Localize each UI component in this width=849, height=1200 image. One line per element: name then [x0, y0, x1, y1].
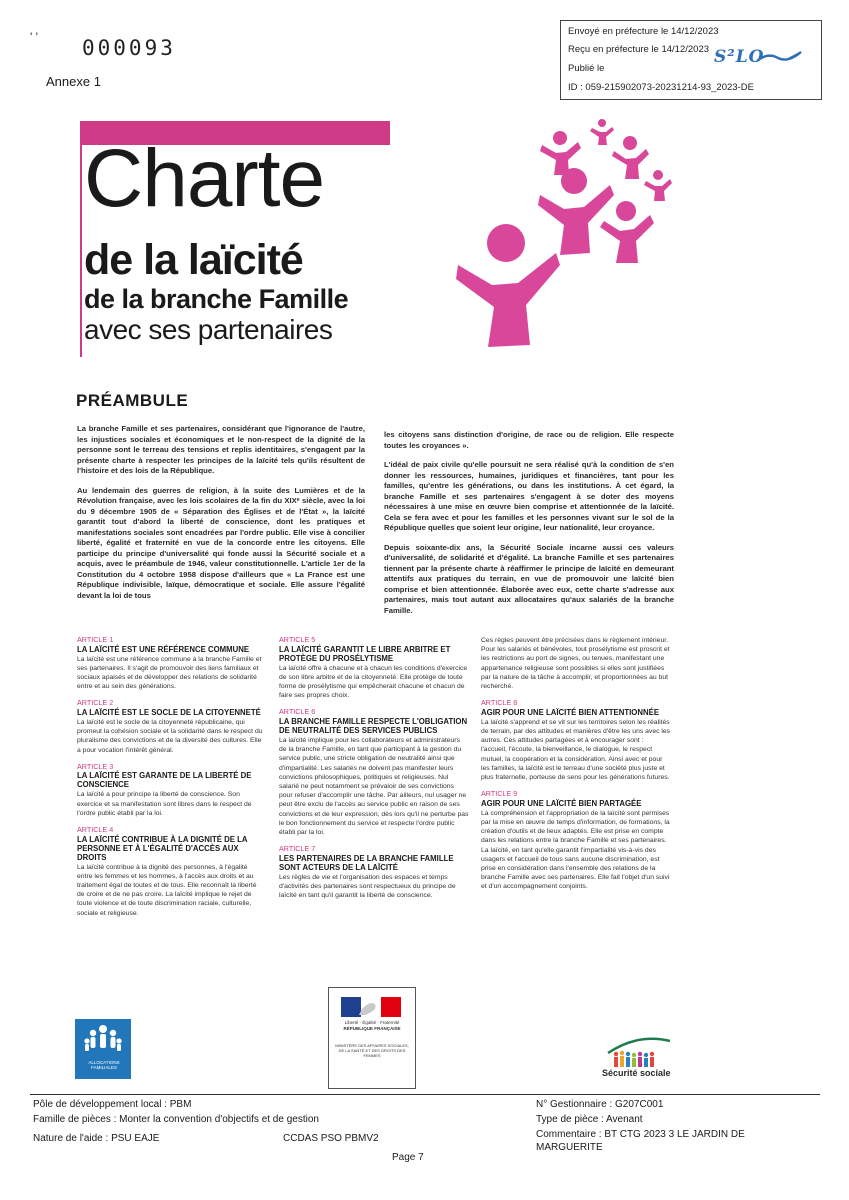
article-number: ARTICLE 9: [481, 789, 518, 799]
articles-column-3: [481, 636, 671, 900]
title-charte: Charte: [84, 133, 325, 224]
article-2: [77, 699, 263, 754]
caf-family-icon: [75, 1019, 131, 1059]
preamble-paragraph: L'idéal de paix civile qu'elle poursuit ne sera réalisé qu'à la condition de s'en donner les ressources, humaines, juridiques et financières, tant pour les familles, qu'entre les générations, ou dans les institutions. À cet égard, la branche Famille et ses partenaires s'engagent à se doter des moyens nécessaires à une mise en œuvre bien comprise et attentionnée de la laïcité. Cela se fera avec et pour les familles et les personnes vivant sur le sol de la République quelles que soient leur origine, leur nationalité, leur croyance.: [384, 460, 674, 532]
article-number: ARTICLE 2: [77, 698, 114, 708]
article-number: ARTICLE 3: [77, 761, 114, 771]
preamble-paragraph: les citoyens sans distinction d'origine, de race ou de religion. Elle respecte toutes les croyances ».: [384, 430, 674, 450]
footer-nature: Nature de l'aide : PSU EAJE: [33, 1133, 160, 1144]
rf-motto: Liberté · Égalité · Fraternité: [344, 1020, 400, 1025]
article-number: ARTICLE 7: [279, 844, 316, 854]
article-body: La laïcité implique pour les collaborateurs et administrateurs de la branche Famille, en tant que participant à la gestion du service public, une stricte obligation de neutralité ainsi que d'impartialité. Les salariés ne doivent pas manifester leurs convictions philosophiques, politiques et religieuses. Nul salarié ne peut notamment se prévaloir de ses convictions pour refuser d'accomplir une tâche. Par ailleurs, nul usager ne peut être exclu de l'accès au service public en raison de ses convictions et de leur expression, dès lors qu'il ne perturbe pas le bon fonctionnement du service et respecte l'ordre public établi par la loi.: [279, 737, 469, 837]
stamp-envoye: Envoyé en préfecture le 14/12/2023: [568, 26, 719, 37]
footer-divider: [30, 1094, 820, 1095]
footer-pole: Pôle de développement local : PBM: [33, 1099, 192, 1110]
annexe-label: Annexe 1: [46, 74, 101, 89]
article-title: LES PARTENAIRES DE LA BRANCHE FAMILLE SONT ACTEURS DE LA LAÏCITÉ: [279, 853, 454, 872]
rf-motto-block: [333, 1020, 411, 1032]
rf-ministry: MINISTÈRE DES AFFAIRES SOCIALES, DE LA SANTÉ ET DES DROITS DES FEMMES: [335, 1043, 409, 1058]
article-number: ARTICLE 1: [77, 635, 114, 644]
stamp-id: ID : 059-215902073-20231214-93_2023-DE: [568, 82, 754, 93]
article-title: LA LAÏCITÉ EST LE SOCLE DE LA CITOYENNETÉ: [77, 708, 261, 717]
articles-column-2: [279, 636, 469, 908]
preamble-paragraph: Depuis soixante-dix ans, la Sécurité Sociale incarne aussi ces valeurs d'universalité, de solidarité et d'égalité. La branche Famille et ses partenaires tiennent par la présente charte à réaffirmer le principe de laïcité en demeurant attentifs aux pratiques du terrain, en vue de promouvoir une laïcité bien comprise et bien attentionnée. Élaborée avec eux, cette charte s'adresse aux partenaires, mais tout autant aux allocataires qu'aux salariés de la branche Famille.: [384, 542, 674, 615]
title-partenaires: avec ses partenaires: [84, 314, 333, 345]
preamble-heading: PRÉAMBULE: [76, 391, 189, 410]
article-title: LA BRANCHE FAMILLE RESPECTE L'OBLIGATION DE NEUTRALITÉ DES SERVICES PUBLICS: [279, 717, 468, 735]
caf-logo: [75, 1019, 131, 1079]
title-branche: de la branche Famille: [84, 284, 349, 314]
article-7: [279, 845, 469, 900]
securite-sociale-label: Sécurité sociale: [602, 1068, 671, 1078]
article-body: Les règles de vie et l'organisation des espaces et temps d'activités des partenaires sont respectueux du principe de laïcité en tant qu'il garantit la liberté de conscience.: [279, 873, 456, 900]
article-4: [77, 826, 263, 918]
articles-column-1: [77, 636, 263, 926]
article-title: LA LAÏCITÉ EST GARANTE DE LA LIBERTÉ DE CONSCIENCE: [77, 771, 252, 790]
article-title: LA LAÏCITÉ GARANTIT LE LIBRE ARBITRE ET PROTÈGE DU PROSÉLYTISME: [279, 644, 451, 663]
article-number: ARTICLE 4: [77, 825, 114, 835]
footer-famille: Famille de pièces : Monter la convention d'objectifs et de gestion: [33, 1114, 319, 1125]
rf-name: RÉPUBLIQUE FRANÇAISE: [343, 1026, 401, 1031]
article-title: AGIR POUR UNE LAÏCITÉ BIEN PARTAGÉE: [481, 798, 642, 808]
preamble-paragraph: La branche Famille et ses partenaires, considérant que l'ignorance de l'autre, les injustices sociales et économiques et le non-respect de la dignité de la personne sont le terreau des tensions et replis identitaires, s'engagent par la présente charte à respecter les principes de la laïcité tels qu'ils résultent de l'histoire et des lois de la République.: [77, 424, 365, 475]
prefecture-stamp: [560, 20, 822, 100]
article-number: ARTICLE 8: [481, 698, 518, 708]
page-number: Page 7: [392, 1152, 424, 1163]
article-body: La laïcité contribue à la dignité des personnes, à l'égalité entre les femmes et les hommes, à l'accès aux droits et au traitement égal de toutes et de tous. Elle reconnaît la liberté de croire et de ne pas croire. La laïcité implique le rejet de toute violence et de toute discrimination raciale, culturelle, sociale et religieuse.: [77, 863, 257, 917]
article-8: [481, 699, 671, 782]
article-body: La laïcité offre à chacune et à chacun les conditions d'exercice de son libre arbitre et de la citoyenneté. Elle protège de toute forme de prosélytisme qui empêcherait chacune et chacun de faire ses propres choix.: [279, 664, 468, 700]
article-7-continued: Ces règles peuvent être précisées dans le règlement intérieur. Pour les salariés et bénévoles, tout prosélytisme est proscrit et les restrictions au port de signes, ou tenues, manifestant une appartenance religieuse sont possibles si elles sont justifiées par la nature de la tâche à accomplir, et proportionnées au but recherché.: [481, 637, 670, 691]
jumping-figures-illustration: [448, 115, 678, 355]
article-body: La compréhension et l'appropriation de la laïcité sont permises par la mise en œuvre de temps d'information, de formations, la création d'outils et de lieux adaptés. Elle est prise en compte dans les relations entre la branche Famille et ses partenaires. La laïcité, en tant qu'elle garantit l'impartialité vis-à-vis des usagers et l'accueil de tous sans aucune discrimination, est prise en considération dans l'ensemble des relations de la branche Famille avec ses partenaires. Elle fait l'objet d'un suivi et d'un accompagnement conjoints.: [481, 809, 670, 891]
article-number: ARTICLE 5: [279, 635, 316, 644]
article-title: LA LAÏCITÉ CONTRIBUE À LA DIGNITÉ DE LA PERSONNE ET À L'ÉGALITÉ D'ACCÈS AUX DROITS: [77, 834, 248, 862]
article-number: ARTICLE 6: [279, 707, 316, 717]
preamble-paragraph: Au lendemain des guerres de religion, à la suite des Lumières et de la Révolution française, avec les lois scolaires de la fin du XIXᵉ siècle, avec la loi du 9 décembre 1905 de « Séparation des Églises et de l'État », la laïcité garantit tout d'abord la liberté de conscience, dont les pratiques et manifestations sociales sont encadrées par l'ordre public. Elle vise à concilier liberté, égalité et fraternité en vue de la concorde entre les citoyens. Elle participe du principe d'universalité qui fonde aussi la Sécurité sociale et a acquis, avec le préambule de 1946, valeur constitutionnelle. L'article 1er de la Constitution du 4 octobre 1958 dispose d'ailleurs que « La France est une République indivisible, laïque, démocratique et sociale. Elle assure l'égalité devant la loi de tous: [77, 485, 365, 600]
article-title: LA LAÏCITÉ EST UNE RÉFÉRENCE COMMUNE: [77, 644, 250, 654]
footer-type: Type de pièce : Avenant: [536, 1114, 643, 1125]
article-1: [77, 636, 263, 691]
slo-swoosh-icon: [756, 50, 802, 64]
article-body: La laïcité s'apprend et se vit sur les territoires selon les réalités de terrain, par des attitudes et manières d'être les uns avec les autres. Ces attitudes partagées et à encourager sont : l'accueil, l'écoute, la bienveillance, le dialogue, le respect mutuel, la coopération et la considération. Ainsi avec et pour les familles, la laïcité est le terreau d'une société plus juste et plus fraternelle, porteuse de sens pour les générations futures.: [481, 718, 671, 782]
corner-marks: ' ': [30, 30, 38, 44]
slo-logo: S²LO: [714, 47, 765, 67]
article-title: AGIR POUR UNE LAÏCITÉ BIEN ATTENTIONNÉE: [481, 707, 660, 717]
article-9: [481, 790, 671, 891]
preamble-left-column: [77, 424, 365, 610]
republique-francaise-logo: [328, 987, 416, 1089]
scan-number: 000093: [82, 36, 176, 60]
title-accent-line: [80, 145, 82, 357]
title-laicite: de la laïcité: [84, 236, 303, 284]
marianne-flag-icon: [341, 997, 401, 1017]
stamp-recu: Reçu en préfecture le 14/12/2023: [568, 44, 710, 55]
article-body: La laïcité est une référence commune à la branche Famille et ses partenaires. Il s'agit de promouvoir des liens familiaux et sociaux apaisés et de développer des relations de solidarité entre et au sein des générations.: [77, 655, 262, 691]
footer-commentaire: Commentaire : BT CTG 2023 3 LE JARDIN DE MARGUERITE: [536, 1129, 745, 1153]
article-body: La laïcité a pour principe la liberté de conscience. Son exercice et sa manifestation sont libres dans le respect de l'ordre public établi par la loi.: [77, 791, 252, 817]
caf-label: ALLOCATIONS FAMILIALES: [88, 1060, 120, 1070]
article-body: La laïcité est le socle de la citoyenneté républicaine, qui promeut la cohésion sociale et la solidarité dans le respect du pluralisme des convictions et de la diversité des cultures. Elle a pour vocation l'intérêt général.: [77, 719, 263, 754]
stamp-publie: Publié le: [568, 63, 605, 74]
footer-ccdas: CCDAS PSO PBMV2: [283, 1133, 379, 1144]
article-3: [77, 763, 263, 818]
article-5: [279, 636, 469, 700]
preamble-right-column: [384, 430, 674, 625]
article-6: [279, 708, 469, 837]
footer-gestionnaire: N° Gestionnaire : G207C001: [536, 1099, 664, 1110]
